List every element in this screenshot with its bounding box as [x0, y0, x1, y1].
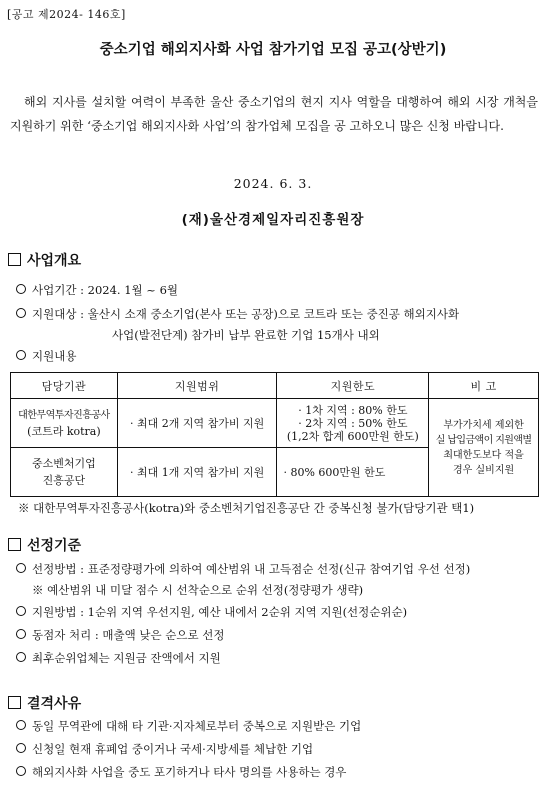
announcement-date: 2024. 6. 3.	[233, 176, 313, 191]
list-item-target: 지원대상 : 울산시 소재 중소기업(본사 또는 공장)으로 코트라 또는 중진공 해외지사화	[16, 306, 459, 322]
intro-paragraph: 해외 지사를 설치할 여력이 부족한 울산 중소기업의 현지 지사 역할을 대행하여 해외 시장 개척을 지원하기 위한 ‘중소기업 해외지사화 사업’의 참가업체 모집을 공 고하오니 많은 신청 바랍니다.	[10, 95, 538, 133]
footnote: ※ 대한무역투자진흥공사(kotra)와 중소벤처기업진흥공단 간 중복신청 불가(담당기관 택1)	[18, 501, 475, 515]
issuer-name: (재)울산경제일자리진흥원장	[181, 212, 365, 228]
circle-bullet-icon	[16, 652, 26, 662]
method-note: ※ 예산범위 내 미달 점수 시 선착순으로 순위 선정(정량평가 생략)	[32, 583, 364, 597]
square-bullet-icon	[8, 253, 21, 266]
square-bullet-icon	[8, 538, 21, 551]
list-item-content: 지원내용	[16, 348, 76, 364]
circle-bullet-icon	[16, 308, 26, 318]
limit-cell: · 80% 600만원 한도	[277, 448, 429, 497]
circle-bullet-icon	[16, 720, 26, 730]
circle-bullet-icon	[16, 563, 26, 573]
table-header-cell: 비 고	[429, 373, 539, 399]
scope-cell: · 최대 2개 지역 참가비 지원	[117, 399, 277, 448]
table-row	[11, 399, 539, 448]
circle-bullet-icon	[16, 350, 26, 360]
page-title: 중소기업 해외지사화 사업 참가기업 모집 공고(상반기)	[99, 42, 447, 58]
support-table	[10, 372, 539, 497]
scope-cell: · 최대 1개 지역 참가비 지원	[117, 448, 277, 497]
list-item-disq-3: 해외지사화 사업을 중도 포기하거나 타사 명의를 사용하는 경우	[16, 764, 346, 780]
table-header-cell: 지원한도	[277, 373, 429, 399]
agency-cell: 대한무역투자진흥공사 (코트라 kotra)	[11, 399, 118, 448]
square-bullet-icon	[8, 696, 21, 709]
list-item-support-method: 지원방법 : 1순위 지역 우선지원, 예산 내에서 2순위 지역 지원(선정순위순)	[16, 604, 407, 620]
table-header-row	[11, 373, 539, 399]
circle-bullet-icon	[16, 766, 26, 776]
list-item-target-continued: 사업(발전단계) 참가비 납부 완료한 기업 15개사 내외	[112, 328, 380, 342]
list-item-disq-2: 신청일 현재 휴폐업 중이거나 국세·지방세를 체납한 기업	[16, 741, 313, 757]
table-header-cell: 담당기관	[11, 373, 118, 399]
section-heading-criteria: 선정기준	[8, 535, 81, 555]
list-item-tie: 동점자 처리 : 매출액 낮은 순으로 선정	[16, 627, 224, 643]
list-item-period: 사업기간 : 2024. 1월 ~ 6월	[16, 282, 178, 298]
limit-cell: · 1차 지역 : 80% 한도 · 2차 지역 : 50% 한도 (1,2차 합계 600만원 한도)	[277, 399, 429, 448]
circle-bullet-icon	[16, 606, 26, 616]
remark-cell: 부가가치세 제외한 실 납입금액이 지원액별 최대한도보다 적을 경우 실비지원	[429, 399, 539, 497]
notice-number: [공고 제2024- 146호]	[7, 8, 126, 21]
table-header-cell: 지원범위	[117, 373, 277, 399]
circle-bullet-icon	[16, 743, 26, 753]
list-item-method: 선정방법 : 표준정량평가에 의하여 예산범위 내 고득점순 선정(신규 참여기업 우선 선정)	[16, 561, 470, 577]
list-item-disq-1: 동일 무역관에 대해 타 기관·지자체로부터 중복으로 지원받은 기업	[16, 718, 361, 734]
circle-bullet-icon	[16, 629, 26, 639]
agency-cell: 중소벤처기업 진흥공단	[11, 448, 118, 497]
circle-bullet-icon	[16, 284, 26, 294]
section-heading-overview: 사업개요	[8, 250, 81, 270]
section-heading-disqualification: 결격사유	[8, 693, 81, 713]
list-item-last: 최후순위업체는 지원금 잔액에서 지원	[16, 650, 221, 666]
